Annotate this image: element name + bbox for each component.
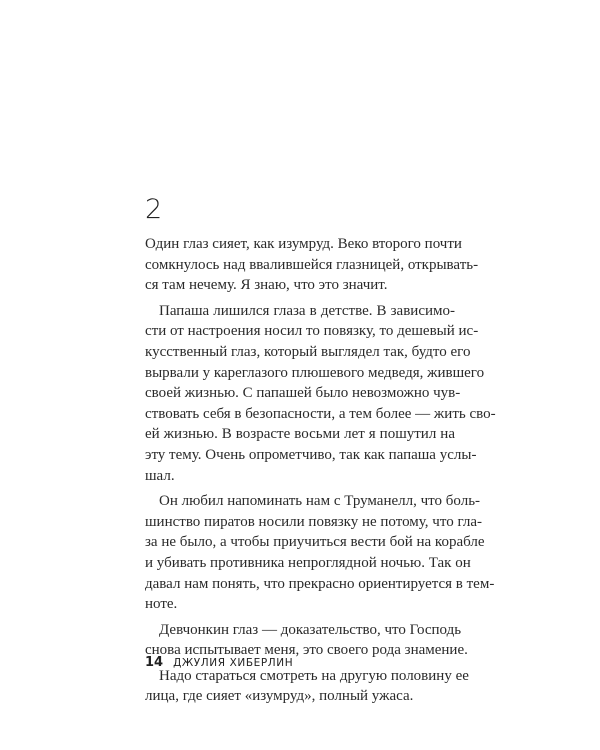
text-line: ноте. (145, 596, 178, 613)
text-line: Девчонкин глаз — доказательство, что Господь (159, 621, 462, 638)
running-title: ДЖУЛИЯ ХИБЕРЛИН (173, 657, 294, 669)
text-line: ей жизнью. В возрасте восьми лет я пошутил на (145, 426, 455, 443)
text-line: эту тему. Очень опрометчиво, так как папаша услы- (145, 446, 477, 463)
page-number: 14 (145, 655, 164, 670)
paragraph (145, 234, 479, 296)
text-line: за не было, а чтобы приучиться вести бой на корабле (145, 534, 485, 551)
text-line: Надо стараться смотреть на другую половину ее (159, 667, 469, 684)
paragraph (145, 491, 495, 615)
page-footer (145, 655, 293, 670)
text-line: Один глаз сияет, как изумруд. Веко второго почти (145, 236, 462, 252)
chapter-body (145, 234, 496, 707)
text-line: сомкнулось над ввалившейся глазницей, открывать- (145, 256, 479, 273)
text-line: шал. (145, 467, 175, 484)
text-line: ся там нечему. Я знаю, что это значит. (145, 277, 388, 294)
text-line: давал нам понять, что прекрасно ориентируется в тем- (145, 575, 495, 592)
chapter-number: 2 (145, 194, 163, 225)
text-line: и убивать противника непроглядной ночью. Так он (145, 554, 471, 571)
text-line: Папаша лишился глаза в детстве. В зависимо- (159, 302, 455, 319)
paragraph (145, 301, 496, 486)
text-line: ствовать себя в безопасности, а тем более — жить сво- (145, 405, 496, 422)
text-line: шинство пиратов носили повязку не потому, что гла- (145, 513, 482, 530)
text-line: вырвали у кареглазого плюшевого медведя, жившего (145, 364, 485, 381)
text-line: лица, где сияет «изумруд», полный ужаса. (145, 688, 414, 705)
text-line: своей жизнью. С папашей было невозможно чув- (145, 385, 461, 402)
text-line: снова испытывает меня, это своего рода знамение. (145, 642, 468, 659)
paragraph (145, 666, 469, 707)
text-line: Он любил напоминать нам с Труманелл, что боль- (159, 493, 481, 510)
text-line: кусственный глаз, который выглядел так, будто его (145, 343, 471, 360)
text-line: сти от настроения носил то повязку, то дешевый ис- (145, 323, 479, 340)
